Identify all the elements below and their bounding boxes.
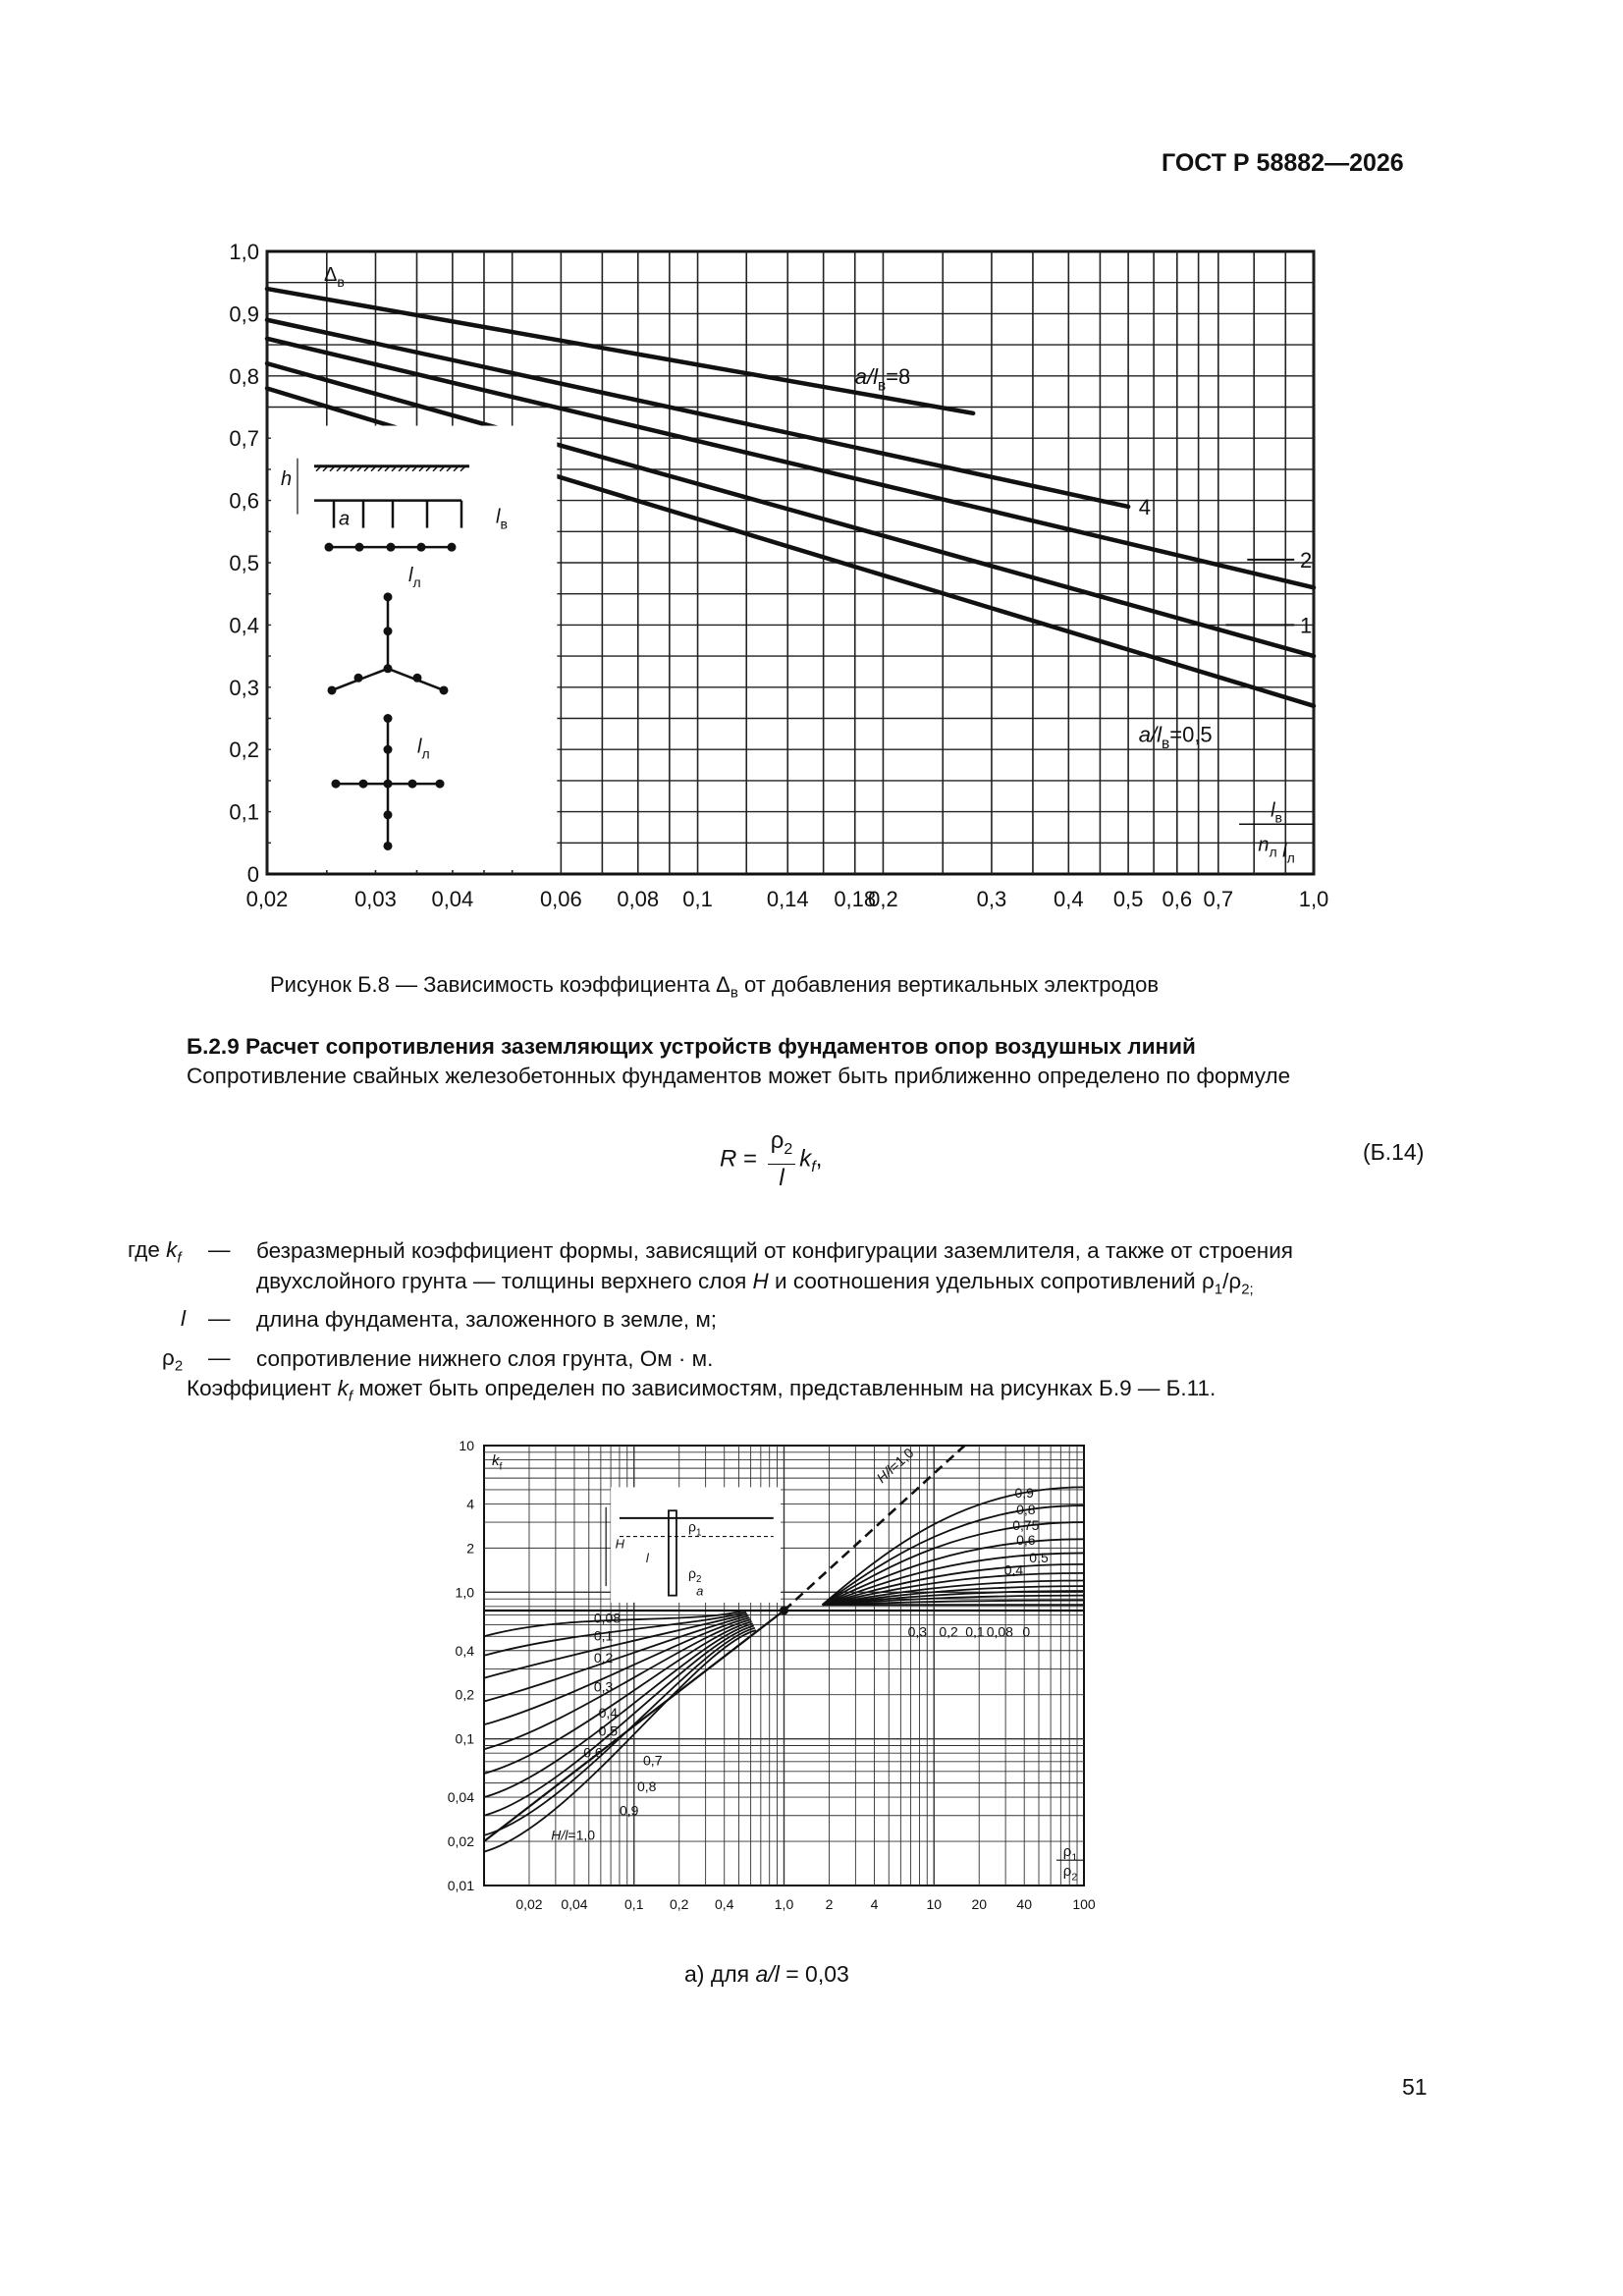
b8-inset-node (448, 543, 457, 552)
where-rho-text: сопротивление нижнего слоя грунта, Ом · м. (256, 1346, 714, 1371)
b8-x-tick-label: 0,18 (834, 887, 877, 911)
where-dash: — (208, 1306, 231, 1331)
b8-inset-node (417, 543, 426, 552)
where-rho-symbol: $\rho_2$ (162, 1345, 184, 1375)
b9-hl-label-left: H/l=1,0 (551, 1827, 596, 1843)
where-dash: — (208, 1237, 231, 1262)
b8-inset-node (384, 592, 393, 601)
b9-x-tick-label: 0,1 (624, 1896, 644, 1912)
b9-bottom-curve-label: 0,3 (907, 1623, 928, 1640)
b9-x-axis-label-den: $\rho_2$ (1062, 1863, 1078, 1884)
figure-b9a-caption: а) для a/l = 0,03 (684, 1961, 849, 1987)
b8-y-tick-label: 0,6 (229, 488, 259, 514)
b9-inset-diagram (606, 1487, 781, 1602)
b8-inset-node (384, 714, 393, 723)
b9-y-tick-label: 0,04 (447, 1789, 474, 1806)
b8-x-tick-label: 0,3 (976, 887, 1007, 911)
b8-inset-node (354, 674, 363, 683)
b8-x-tick-label: 0,06 (539, 887, 582, 911)
b8-inset-node (440, 685, 449, 694)
b9-left-curve-label: 0,8 (636, 1777, 657, 1794)
b8-series-label-2: 2 (1300, 547, 1313, 573)
b8-inset-node (413, 674, 422, 683)
b8-inset-label-ll: $l_л$ (417, 736, 430, 762)
b9-x-axis-label-num: $\rho_1$ (1062, 1843, 1078, 1864)
b9-y-tick-label: 1,0 (455, 1584, 474, 1601)
b9-bottom-curve-label: 0,08 (986, 1623, 1013, 1640)
b9-right-curve-label: 0,9 (1014, 1485, 1034, 1502)
b8-inset-background (271, 426, 557, 870)
chart-b8 (216, 236, 1345, 933)
b8-inset-node (384, 810, 393, 819)
b8-inset-node (384, 627, 393, 635)
b8-inset-node (325, 543, 334, 552)
b8-series-label-1: 1 (1300, 613, 1313, 638)
b9-x-tick-label: 20 (971, 1896, 988, 1912)
b8-inset-node (328, 685, 337, 694)
b9-right-curve-label: 0,8 (1016, 1501, 1036, 1517)
b8-y-tick-label: 0,9 (229, 301, 259, 327)
b9-right-curve-label: 0,4 (1003, 1561, 1024, 1578)
figure-b8-caption: Рисунок Б.8 — Зависимость коэффициента $\Delta_в$ от добавления вертикальных электродов (270, 972, 1160, 1002)
b8-x-tick-label: 0,6 (1162, 887, 1193, 911)
b9-inset-label-H: H (615, 1536, 625, 1552)
chart-b9a (432, 1434, 1119, 1925)
b9-right-curve-label: 0,5 (1029, 1549, 1049, 1565)
b9-left-curve-label: 0,08 (593, 1610, 622, 1626)
b8-x-tick-label: 0,02 (245, 887, 289, 911)
where-note: Коэффициент $k_f$ может быть определен по зависимостям, представленным на рисунках Б.9 — Б.11. (187, 1376, 1217, 1405)
b9-right-curve-label: 0,75 (1012, 1517, 1040, 1534)
b9-x-tick-label: 0,04 (561, 1896, 588, 1912)
b9-x-tick-label: 10 (926, 1896, 943, 1912)
b9-left-curve-label: 0,3 (593, 1678, 614, 1695)
b8-x-tick-label: 0,1 (682, 887, 713, 911)
b9-x-tick-label: 0,2 (669, 1896, 689, 1912)
b8-y-tick-label: 0,2 (229, 738, 259, 763)
b8-y-tick-label: 0,8 (229, 363, 259, 389)
page-number: 51 (1402, 2074, 1428, 2100)
b8-x-tick-label: 0,08 (617, 887, 660, 911)
b8-inset-node (408, 780, 417, 789)
b9-y-tick-label: 0,02 (447, 1833, 474, 1850)
b8-y-tick-label: 0,4 (229, 613, 259, 638)
where-kf-text: безразмерный коэффициент формы, зависящий от конфигурации заземлителя, а также от строения двухслойного грунта — толщины верхнего слоя H и соотношения удельных сопротивлений $\rho_1/\rho_{2;}$ (256, 1238, 1293, 1298)
b8-y-tick-label: 0 (246, 862, 259, 887)
b8-x-tick-label: 0,5 (1112, 887, 1144, 911)
b8-x-axis-label-den: $n_л$ $l_л$ (1258, 834, 1295, 866)
where-l-symbol: l (181, 1306, 186, 1331)
b8-inset-node (436, 780, 445, 789)
b9-inset-label-l: l (645, 1550, 649, 1565)
b9-bottom-curve-label: 0,1 (965, 1623, 985, 1640)
b9-right-curve-label: 0,6 (1016, 1532, 1036, 1549)
section-intro: Сопротивление свайных железобетонных фундаментов может быть приближенно определено по формуле (187, 1064, 1291, 1088)
b9-crossing-point (780, 1606, 788, 1614)
b8-x-axis-label-num: $l_в$ (1271, 799, 1282, 826)
b9-x-tick-label: 1,0 (774, 1896, 794, 1912)
b9-bottom-curve-label: 0 (1022, 1623, 1031, 1640)
b8-series-label-8: $a/l_в=8$ (854, 363, 911, 395)
b9-x-tick-label: 2 (825, 1896, 834, 1912)
b8-inset-node (384, 842, 393, 850)
b8-x-tick-label: 0,7 (1203, 887, 1234, 911)
b9-left-curve-label: 0,7 (643, 1752, 663, 1769)
b9-x-tick-label: 0,4 (714, 1896, 734, 1912)
where-dash: — (208, 1345, 231, 1370)
b8-inset-node (387, 543, 396, 552)
b9-inset-label-a: a (696, 1583, 704, 1599)
b8-y-tick-label: 0,7 (229, 426, 259, 452)
b8-x-tick-label: 0,4 (1054, 887, 1084, 911)
b8-x-tick-label: 0,2 (868, 887, 898, 911)
b9-x-tick-label: 4 (870, 1896, 879, 1912)
b9-y-tick-label: 0,2 (455, 1686, 474, 1703)
b9-y-tick-label: 0,01 (447, 1878, 474, 1893)
section-title: Б.2.9 Расчет сопротивления заземляющих устройств фундаментов опор воздушных линий (187, 1034, 1196, 1059)
b9-y-tick-label: 2 (466, 1540, 474, 1557)
b8-inset-node (384, 664, 393, 673)
b9-x-tick-label: 40 (1016, 1896, 1033, 1912)
b8-y-tick-label: 0,1 (229, 799, 259, 825)
b9-left-curve-label: 0,4 (598, 1704, 619, 1721)
b9-labels (492, 1445, 1084, 1884)
b8-y-tick-label: 0,3 (229, 675, 259, 700)
b9-bottom-curve-label: 0,2 (939, 1623, 958, 1640)
b8-y-tick-label: 1,0 (229, 240, 259, 264)
where-kf-symbol: где $k_f$ (128, 1237, 182, 1267)
b9-left-curve-label: 0,6 (583, 1744, 603, 1761)
b9-inset-label-rho1: $\rho_1$ (688, 1518, 702, 1539)
b8-series-label-05: $a/l_в=0,5$ (1138, 722, 1213, 752)
b9-y-tick-label: 0,1 (455, 1730, 474, 1747)
formula-b14: R = $\frac{\rho_2}{l}$ $k_f$, (720, 1127, 823, 1191)
b9-y-axis-label: $k_f$ (492, 1452, 503, 1473)
b8-inset-label-lv: $l_в$ (496, 506, 508, 532)
b9-left-curve-label: 0,2 (593, 1650, 614, 1667)
b9-curve-left (484, 1626, 754, 1816)
b9-left-curve-label: 0,9 (619, 1802, 639, 1819)
b8-series-label-4: 4 (1138, 494, 1152, 519)
b8-x-tick-label: 0,14 (766, 887, 809, 911)
b9-y-tick-label: 10 (459, 1438, 474, 1453)
b8-inset-label-ll: $l_л$ (408, 565, 421, 591)
b9-y-tick-label: 0,4 (455, 1642, 474, 1659)
b8-y-tick-label: 0,5 (229, 551, 259, 575)
b9-grid (484, 1446, 1084, 1886)
b8-inset-label-a: a (339, 508, 351, 530)
b9-x-tick-label: 0,02 (515, 1896, 543, 1912)
b8-y-axis-label: $\Delta_в$ (324, 264, 345, 290)
b9-y-tick-label: 4 (466, 1496, 474, 1512)
b8-inset-node (355, 543, 364, 552)
b8-inset-label-h: h (281, 467, 293, 490)
b9-hl-label-right: H/l=1,0 (873, 1445, 917, 1487)
formula-number: (Б.14) (1363, 1139, 1425, 1165)
b9-x-tick-label: 100 (1072, 1896, 1096, 1912)
b8-inset-node (359, 780, 368, 789)
b8-inset-diagram (271, 426, 557, 870)
b9-left-curve-label: 0,1 (593, 1627, 614, 1644)
b8-inset-node (384, 780, 393, 789)
b8-x-tick-label: 0,03 (354, 887, 397, 911)
b8-inset-node (332, 780, 341, 789)
b8-x-tick-label: 1,0 (1298, 887, 1329, 911)
document-header: ГОСТ Р 58882—2026 (1162, 149, 1404, 177)
b9-inset-label-rho2: $\rho_2$ (688, 1564, 702, 1586)
where-l-text: длина фундамента, заложенного в земле, м; (256, 1307, 718, 1332)
b9-left-curve-label: 0,5 (598, 1722, 619, 1739)
b8-inset-node (384, 745, 393, 754)
b8-x-tick-label: 0,04 (431, 887, 474, 911)
